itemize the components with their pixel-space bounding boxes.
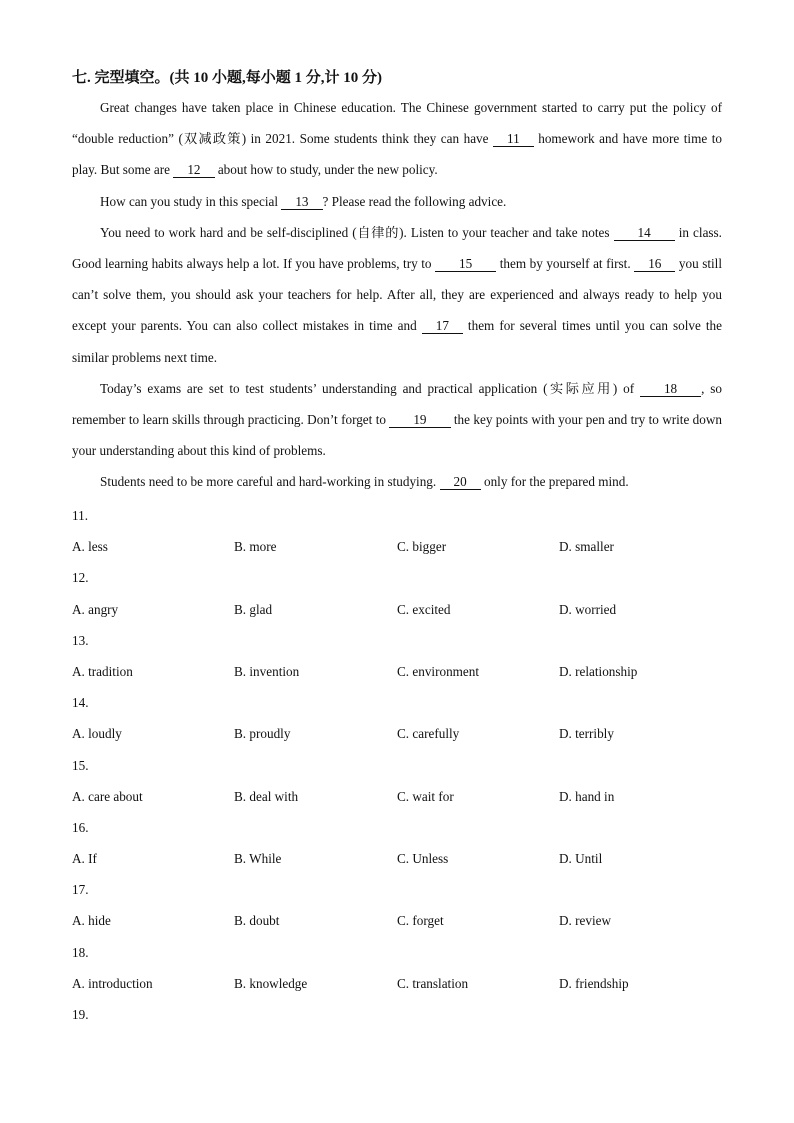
option-row xyxy=(72,781,722,812)
question-item xyxy=(72,812,722,874)
blank-12: 12 xyxy=(173,162,214,178)
paragraph-text: them for several times until you can solve the similar problems next time. xyxy=(72,318,722,365)
option-a: A. hide xyxy=(72,913,111,929)
option-b: B. doubt xyxy=(234,913,280,929)
paragraph-text: homework and have more time to play. But some are xyxy=(72,131,722,178)
option-c: C. wait for xyxy=(397,788,454,804)
paragraph-text: you still can’t solve them, you should ask your teachers for help. After all, they are experienced and always ready to help you except your parents. You can also collect mistakes in time and xyxy=(72,256,722,334)
option-row xyxy=(72,968,722,999)
blank-20: 20 xyxy=(440,474,481,490)
option-c: C. Unless xyxy=(397,851,449,867)
option-a: A. tradition xyxy=(72,663,133,679)
option-d: D. review xyxy=(559,913,611,929)
question-number: 19. xyxy=(72,1007,89,1022)
blank-16: 16 xyxy=(634,256,675,272)
question-number: 16. xyxy=(72,819,89,835)
question-number: 17. xyxy=(72,882,89,898)
paragraph-text: in class. Good learning habits always help a lot. If you have problems, try to xyxy=(72,224,722,272)
paragraph-text: about how to study, under the new policy. xyxy=(214,162,438,178)
question-number: 18. xyxy=(72,944,89,960)
option-c: C. translation xyxy=(397,975,469,991)
option-c: C. carefully xyxy=(397,726,460,742)
option-c: C. bigger xyxy=(397,539,447,555)
question-number: 13. xyxy=(72,632,89,648)
paragraph-3 xyxy=(72,217,722,373)
option-row xyxy=(72,718,722,749)
option-b: B. glad xyxy=(234,601,273,617)
option-row xyxy=(72,656,722,687)
question-number: 12. xyxy=(72,570,89,586)
option-a: A. care about xyxy=(72,788,143,804)
paragraph-text: Students need to be more careful and hard-working in studying. xyxy=(100,474,440,490)
option-d: D. terribly xyxy=(559,726,614,742)
option-a: A. introduction xyxy=(72,975,153,991)
option-d: D. hand in xyxy=(559,788,615,804)
option-row xyxy=(72,531,722,562)
option-c: C. forget xyxy=(397,913,444,929)
paragraph-text: Great changes have taken place in Chinese education. The Chinese government started to carry put the policy of “double reduction” (双减政策) in 2021. Some students think they can have xyxy=(72,100,722,147)
paragraph-text: only for the prepared mind. xyxy=(480,474,629,490)
paragraph-5 xyxy=(72,466,722,497)
blank-17: 17 xyxy=(422,318,463,334)
option-d: D. Until xyxy=(559,851,603,867)
question-item xyxy=(72,750,722,812)
question-list xyxy=(72,500,722,1030)
option-b: B. deal with xyxy=(234,788,299,804)
option-b: B. knowledge xyxy=(234,975,308,991)
paragraph-text: ? Please read the following advice. xyxy=(322,193,507,209)
paragraph-text: , so remember to learn skills through practicing. Don’t forget to xyxy=(72,380,722,428)
paragraph-2 xyxy=(72,186,722,217)
paragraph-text: You need to work hard and be self-disciplined (自律的). Listen to your teacher and take notes xyxy=(100,224,614,240)
blank-11: 11 xyxy=(493,131,534,147)
option-b: B. proudly xyxy=(234,726,291,742)
question-number: 15. xyxy=(72,757,89,773)
question-number: 14. xyxy=(72,695,89,711)
question-item xyxy=(72,687,722,749)
option-d: D. friendship xyxy=(559,975,629,991)
option-b: B. While xyxy=(234,851,282,867)
question-number: 11. xyxy=(72,508,88,523)
paragraph-text: How can you study in this special xyxy=(100,193,282,209)
option-a: A. loudly xyxy=(72,726,122,742)
blank-14: 14 xyxy=(614,225,675,241)
paragraph-text: Today’s exams are set to test students’ understanding and practical application (实际应用) of xyxy=(100,380,640,396)
cloze-passage xyxy=(72,92,722,498)
question-item xyxy=(72,937,722,999)
paragraph-1 xyxy=(72,92,722,186)
option-d: D. relationship xyxy=(559,663,638,679)
option-b: B. more xyxy=(234,539,277,555)
question-item xyxy=(72,500,722,562)
option-a: A. If xyxy=(72,851,97,867)
question-item xyxy=(72,625,722,687)
option-c: C. environment xyxy=(397,663,480,679)
option-a: A. angry xyxy=(72,601,119,617)
option-row xyxy=(72,905,722,936)
option-c: C. excited xyxy=(397,601,451,617)
question-item xyxy=(72,562,722,624)
paragraph-text: the key points with your pen and try to write down your understanding about this kind of problems. xyxy=(72,412,722,459)
option-row xyxy=(72,843,722,874)
blank-19: 19 xyxy=(389,412,450,428)
paragraph-text: them by yourself at first. xyxy=(496,256,635,272)
section-heading: 七. 完型填空。(共 10 小题,每小题 1 分,计 10 分) xyxy=(72,70,382,86)
question-item xyxy=(72,874,722,936)
blank-13: 13 xyxy=(281,194,322,210)
option-b: B. invention xyxy=(234,663,300,679)
option-d: D. worried xyxy=(559,601,617,617)
option-d: D. smaller xyxy=(559,539,614,555)
option-row xyxy=(72,594,722,625)
option-a: A. less xyxy=(72,539,108,555)
paragraph-4 xyxy=(72,373,722,467)
blank-18: 18 xyxy=(640,381,701,397)
blank-15: 15 xyxy=(435,256,496,272)
